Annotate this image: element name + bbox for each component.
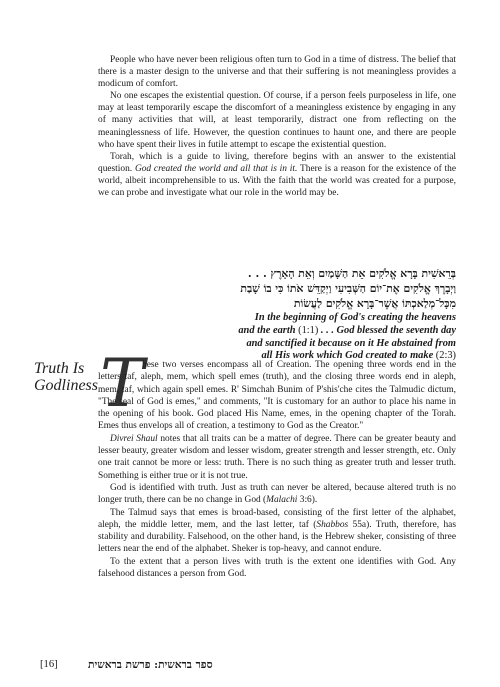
hebrew-verse-line-2: וַיְבָרֶךְ אֱלֹקִים אֶת־יוֹם הַשְּׁבִיעִי וַיְקַדֵּשׁ אֹתוֹ כִּי בוֹ שָׁבַת	[240, 282, 456, 295]
side-heading-line-2: Godliness	[34, 377, 98, 394]
body-p3-source: Malachi	[266, 495, 298, 506]
translation-line-4-text: all His work which God created to make	[261, 350, 436, 362]
side-heading	[34, 360, 104, 394]
verse-translation	[196, 312, 456, 363]
body-paragraph-3	[98, 482, 456, 507]
body-paragraph-1-text: hese two verses encompass all of Creation. The opening three words end in the letters taf, aleph, mem, which spell emes (truth), and the closing three words end in aleph, mem, taf, which again spell emes. R' Simchah Bunim of P'shis'che cites the Talmudic dictum, "The seal of God is emes," and comments, "It is customary for an author to place his name in the opening of his book. God placed His Name, emes, in the opening chapter of the Torah. Emes thus envelops all of creation, a testimony to God as the Creator."	[98, 360, 456, 432]
translation-line-2	[196, 325, 456, 338]
translation-line-3: and sanctified it because on it He abstained from	[246, 337, 456, 349]
intro-p3-post: There is a reason for the existence of the world, albeit incomprehensible to us. With the faith that the world was created for a purpose, we can probe and investigate what our role in the world may be.	[98, 163, 456, 199]
running-book-title: ספר בראשית: פרשת בראשית	[88, 659, 213, 671]
body-paragraph-4	[98, 507, 456, 556]
body-p4-source: Shabbos	[316, 519, 349, 530]
page-number: [16]	[40, 659, 58, 670]
hebrew-verse-line-1: בְּרֵאשִׁית בָּרָא אֱלֹקִים אֵת הַשָּׁמַיִם וְאֵת הָאָרֶץ . . .	[247, 267, 456, 280]
body-p3-pre: God is identified with truth. Just as truth can never be altered, because altered truth is no longer truth, there can be no change in God (	[98, 482, 456, 506]
translation-line-2-pre: and the earth	[238, 324, 299, 336]
body-p2-text: notes that all traits can be a matter of degree. There can be greater beauty and lesser beauty, greater wisdom and lesser wisdom, greater strength and lesser strength, etc. Only one trait cannot be more or less: truth. There is no such thing as greater truth and lesser truth. Something is either true or it is not true.	[98, 433, 456, 481]
body-p2-source: Divrei Shaul	[110, 433, 158, 444]
translation-line-1: In the beginning of God's creating the heavens	[254, 312, 456, 323]
intro-paragraph-2: No one escapes the existential question. Of course, if a person feels purposeless in life, one may at least temporarily escape the discomfort of a meaningless existence by engaging in any of many activities that will, at least temporarily, distract one from reflecting on the meaninglessness of life. However, the question continues to haunt one, and there are people who have spent their lives in futile attempt to escape the existential question.	[98, 91, 456, 150]
body-p4-pre: The Talmud says that emes is broad-based, consisting of the first letter of the alphabet, aleph, the middle letter, mem, and the last letter, taf (	[98, 507, 456, 530]
hebrew-verse-line-3: מִכָּל־מְלַאכְתּוֹ אֲשֶׁר־בָּרָא אֱלֹקִים לַעֲשׂוֹת	[293, 297, 456, 310]
page-footer	[40, 658, 460, 672]
intro-paragraph-1: People who have never been religious often turn to God in a time of distress. The belief that there is a master design to the universe and that their suffering is not meaningless provides a modicum of comfort.	[98, 55, 456, 90]
body-paragraph-2	[98, 433, 456, 482]
intro-paragraph-3	[98, 151, 456, 199]
side-heading-line-1: Truth Is	[34, 360, 85, 377]
intro-p3-emphasis: God created the world and all that is in it.	[134, 163, 298, 174]
verse-reference-2: (2:3)	[435, 350, 456, 362]
body-paragraph-5: To the extent that a person lives with truth is the extent one identifies with God. Any falsehood distances a person from God.	[98, 556, 456, 580]
drop-cap: T	[100, 345, 145, 422]
verse-reference-1: (1:1)	[298, 324, 319, 336]
intro-p3-pre: Torah, which is a guide to living, therefore begins with an answer to the existential question.	[98, 151, 456, 174]
body-paragraph-1	[98, 359, 456, 433]
intro-section	[98, 54, 456, 199]
body-section	[98, 359, 456, 580]
translation-line-2-post: . . . God blessed the seventh day	[318, 324, 456, 336]
body-p4-post: 55a). Truth, therefore, has stability and durability. Falsehood, on the other hand, is the Hebrew sheker, consisting of three letters near the end of the alphabet. Sheker is top-heavy, and cannot endure.	[98, 519, 456, 555]
hebrew-verse	[96, 266, 456, 311]
body-p3-post: 3:6).	[297, 495, 318, 506]
